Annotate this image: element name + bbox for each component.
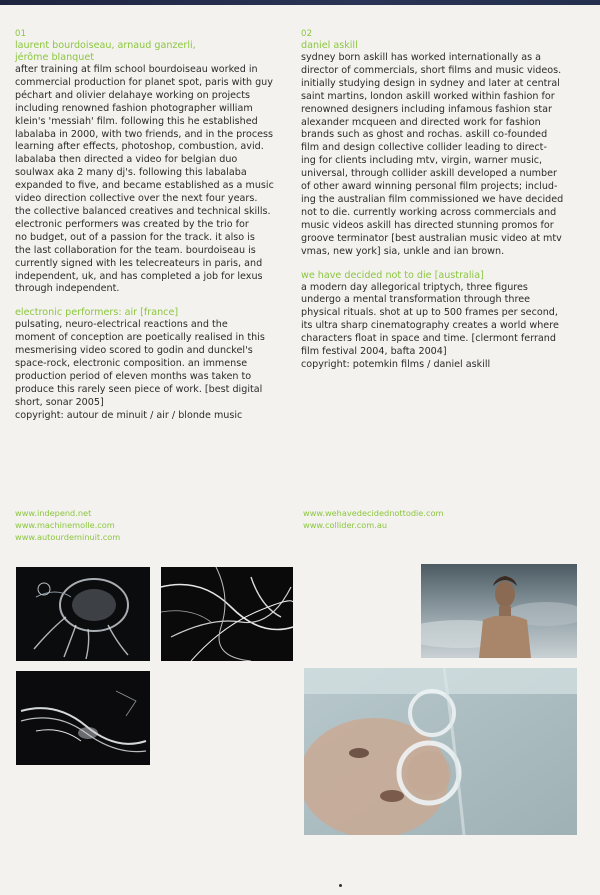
right-links [303,507,443,531]
film-copyright: copyright: potemkin films / daniel askill [301,358,491,370]
film-title: we have decided not to die [australia] [301,269,484,281]
top-edge-band [0,0,600,5]
director-bio: sydney born askill has worked internationally as a director of commercials, short films and music videos. initially studying design in sydney and later at central saint martins, london askill worked within fashion for renowned designers including infamous fashion star alexander mcqueen and directed work for fashion brands such as ghost and rochas. askill co-founded film and design collective collider leading to direct- ing for clients including mtv, virgin, warner music, universal, through collider askill developed a number of other award winning personal film projects; includ- ing the australian film commissioned we have decided not to die. currently working across commercials and music videos askill has directed stunning promos for groove terminator [best australian music video at mtv vmas, new york] sia, unkle and ian brown. [301,52,564,257]
film-description: pulsating, neuro-electrical reactions and the moment of conception are poetically realised in this mesmerising video scored to godin and dunckel's space-rock, electronic composition. an immense production period of eleven months was taken to produce this rarely seen piece of work. [best digital short, sonar 2005] [15,319,265,408]
still-flowing-strands [16,671,150,765]
still-underwater-face [304,668,577,835]
link-machinemolle[interactable]: www.machinemolle.com [15,520,115,530]
director-bio: after training at film school bourdoiseau worked in commercial production for planet spot, paris with guy péchart and olivier delahaye working on projects including renowned fashion photographer william klein's 'messiah' film. following this he established labalaba in 2000, with two friends, and in the process learning after effects, photoshop, combustion, avid. labalaba then directed a video for belgian duo soulwax aka 2 many dj's. following this labalaba expanded to five, and became established as a music video direction collective over the next four years. the collective balanced creatives and technical skills. electronic performers was created by the trio for no budget, out of a passion for the track. it also is the last collaboration for the team. bourdoiseau is currently signed with les telecreateurs in paris, and independent, uk, and has completed a job for lexus through independent. [15,64,274,295]
link-independ[interactable]: www.independ.net [15,508,92,518]
article-01 [15,28,300,423]
director-names-line-1: laurent bourdoiseau, arnaud ganzerli, [15,40,196,51]
still-light-streaks [161,567,293,661]
film-title: electronic performers: air [france] [15,307,179,319]
director-name: daniel askill [301,40,358,51]
page-mark [339,884,342,887]
article-number: 02 [301,29,313,39]
article-number: 01 [15,29,27,39]
film-description: a modern day allegorical triptych, three figures undergo a mental transformation through three physical rituals. shot at up to 500 frames per second, its ultra sharp cinematography creates a world where characters float in space and time. [clermont ferrand film festival 2004, bafta 2004] [301,281,559,358]
link-collider[interactable]: www.collider.com.au [303,520,388,530]
link-autourdeminuit[interactable]: www.autourdeminuit.com [15,532,121,542]
director-names-line-2: jérôme blanquet [15,52,95,63]
article-02 [301,28,586,372]
still-jellyfish-figure [16,567,150,661]
film-copyright: copyright: autour de minuit / air / blonde music [15,409,243,421]
still-man-against-sky [421,564,577,658]
link-wehavedecidednottodie[interactable]: www.wehavedecidednottodie.com [303,508,444,518]
left-links [15,507,120,543]
